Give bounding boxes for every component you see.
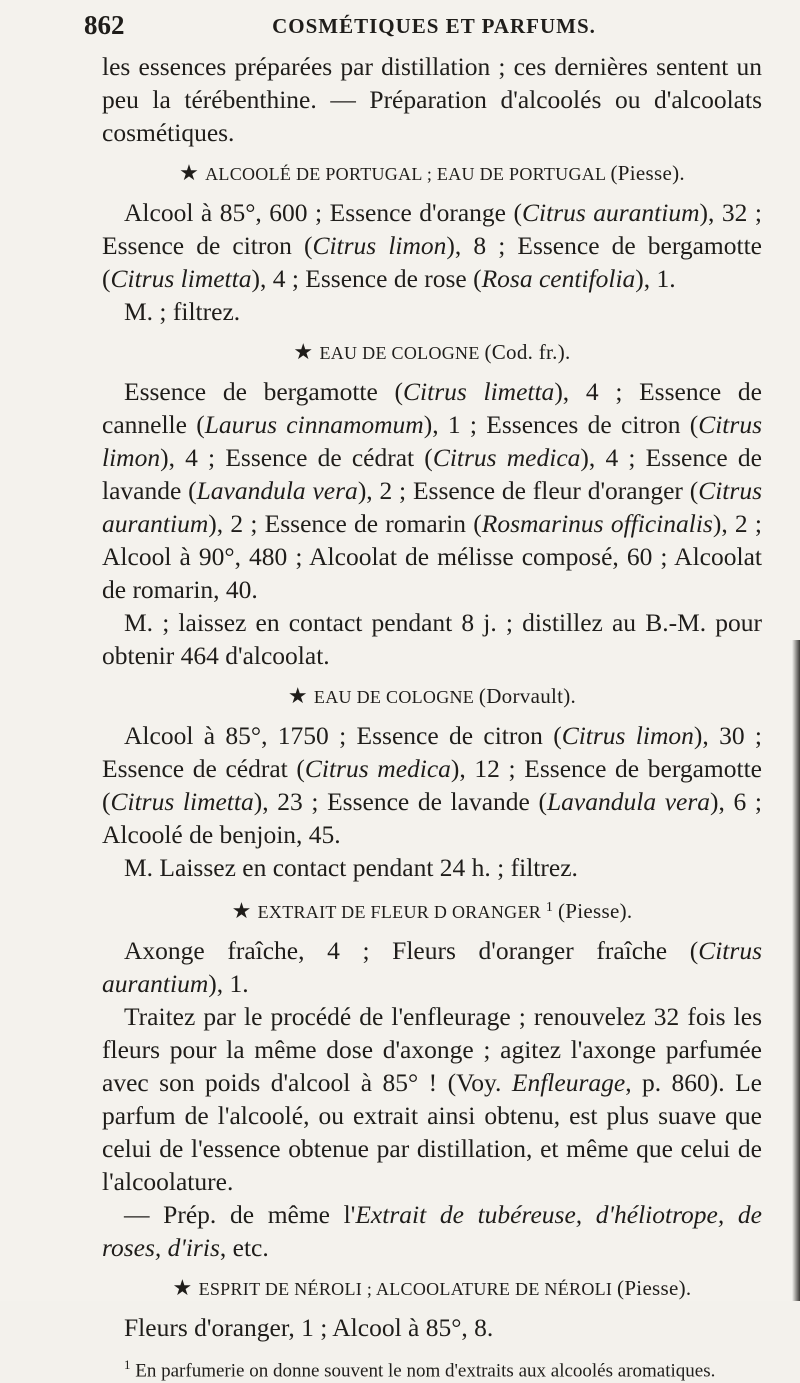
recipe-paragraph: Axonge fraîche, 4 ; Fleurs d'oranger fraîche (Citrus aurantium), 1. xyxy=(102,936,762,998)
recipe-title-eau-cologne-codex xyxy=(102,340,762,365)
recipe-name: EXTRAIT DE FLEUR D ORANGER xyxy=(257,902,542,922)
recipe-paragraph: Fleurs d'oranger, 1 ; Alcool à 85°, 8. xyxy=(124,1313,494,1342)
recipe-name: EAU DE COLOGNE xyxy=(319,343,480,363)
star-icon: ★ xyxy=(293,339,314,364)
recipe-instruction: M. Laissez en contact pendant 24 h. ; filtrez. xyxy=(124,853,578,882)
footnote xyxy=(102,1352,762,1383)
recipe-title-esprit-neroli xyxy=(102,1276,762,1301)
footnote-mark: 1 xyxy=(124,1357,131,1372)
recipe-author: (Piesse). xyxy=(610,161,685,185)
star-icon: ★ xyxy=(287,683,308,708)
recipe-author: (Dorvault). xyxy=(478,684,577,708)
recipe-title-eau-cologne-dorvault xyxy=(102,684,762,709)
recipe-author: (Piesse). xyxy=(617,1276,692,1300)
recipe-paragraph: Alcool à 85°, 600 ; Essence d'orange (Citrus aurantium), 32 ; Essence de citron (Citrus limon), 8 ; Essence de bergamotte (Citrus limetta), 4 ; Essence de rose (Rosa centifolia), 1. xyxy=(102,198,762,293)
recipe-name: EAU DE COLOGNE xyxy=(313,687,475,707)
recipe-instruction: Traitez par le procédé de l'enfleurage ; renouvelez 32 fois les fleurs pour la même dose d'axonge ; agitez l'axonge parfumée avec son poids d'alcool à 85° ! (Voy. Enfleurage, p. 860). Le parfum de l'alcoolé, ou extrait ainsi obtenu, est plus suave que celui de l'essence obtenue par distillation, et même que celui de l'alcoolature. xyxy=(102,1002,763,1196)
recipe-paragraph: Alcool à 85°, 1750 ; Essence de citron (Citrus limon), 30 ; Essence de cédrat (Citrus medica), 12 ; Essence de bergamotte (Citrus limetta), 23 ; Essence de lavande (Lavandula vera), 6 ; Alcoolé de benjoin, 45. xyxy=(102,721,763,849)
body-text xyxy=(102,50,762,1383)
recipe-title-extrait-fleur-oranger xyxy=(102,896,762,924)
star-icon: ★ xyxy=(172,1275,193,1300)
recipe-name: ALCOOLÉ DE PORTUGAL ; EAU DE PORTUGAL xyxy=(205,164,606,184)
recipe-author: (Piesse). xyxy=(558,899,633,923)
recipe-instruction: M. ; filtrez. xyxy=(124,297,241,326)
page-number: 862 xyxy=(84,10,125,40)
intro-paragraph: les essences préparées par distillation ; ces dernières sentent un peu la térébenthine. — Préparation d'alcoolés ou d'alcoolats cosmétiques. xyxy=(102,52,762,147)
recipe-title-alcoole-portugal xyxy=(102,161,762,186)
recipe-paragraph: Essence de bergamotte (Citrus limetta), 4 ; Essence de cannelle (Laurus cinnamomum), 1 ; Essences de citron (Citrus limon), 4 ; Essence de cédrat (Citrus medica), 4 ; Essence de lavande (Lavandula vera), 2 ; Essence de fleur d'oranger (Citrus aurantium), 2 ; Essence de romarin (Rosmarinus officinalis), 2 ; Alcool à 90°, 480 ; Alcoolat de mélisse composé, 60 ; Alcoolat de romarin, 40. xyxy=(102,377,762,604)
recipe-author: (Cod. fr.). xyxy=(484,340,571,364)
running-title: COSMÉTIQUES ET PARFUMS. xyxy=(272,14,596,38)
page-edge-shadow xyxy=(792,640,800,1301)
recipe-instruction: M. ; laissez en contact pendant 8 j. ; distillez au B.-M. pour obtenir 464 d'alcoolat. xyxy=(102,608,762,670)
star-icon: ★ xyxy=(231,898,252,923)
star-icon: ★ xyxy=(179,160,200,185)
page-header xyxy=(84,10,784,46)
recipe-note: — Prép. de même l'Extrait de tubéreuse, d'héliotrope, de roses, d'iris, etc. xyxy=(102,1200,762,1262)
footnote-mark: 1 xyxy=(545,900,554,915)
recipe-name: ESPRIT DE NÉROLI ; ALCOOLATURE DE NÉROLI xyxy=(198,1279,613,1299)
footnote-text: En parfumerie on donne souvent le nom d'extraits aux alcoolés aromatiques. xyxy=(135,1360,716,1382)
